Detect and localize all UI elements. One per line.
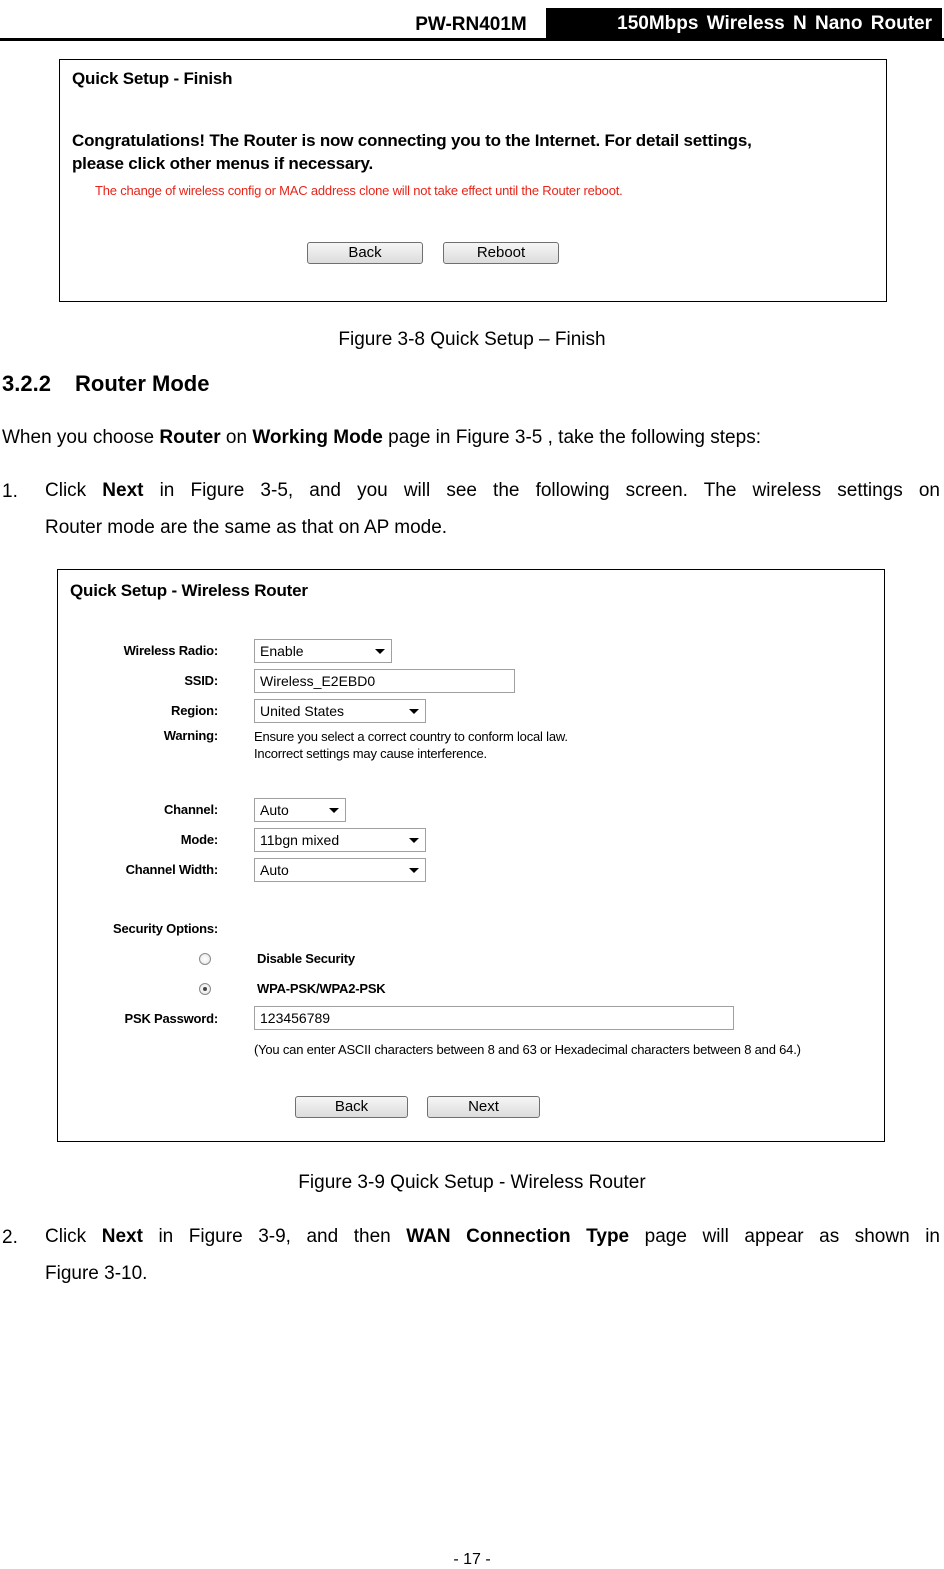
- wireless-radio-label: Wireless Radio:: [123, 643, 218, 658]
- psk-password-note: (You can enter ASCII characters between 8 and 63 or Hexadecimal characters between 8 and 64.): [254, 1042, 801, 1057]
- channel-width-value: Auto: [260, 862, 289, 878]
- step1-line2: Router mode are the same as that on AP mode.: [45, 517, 448, 538]
- chevron-down-icon: [409, 838, 419, 843]
- figure-caption-3-9: Figure 3-9 Quick Setup - Wireless Router: [298, 1172, 646, 1193]
- region-select[interactable]: [254, 699, 426, 723]
- finish-congrats-line2: please click other menus if necessary.: [72, 154, 374, 173]
- intro-text-3: page in Figure 3-5 , take the following steps:: [382, 427, 761, 448]
- next-button[interactable]: Next: [427, 1096, 540, 1118]
- region-value: United States: [260, 703, 345, 719]
- channel-label: Channel:: [163, 802, 218, 817]
- ssid-label: SSID:: [184, 673, 218, 688]
- radio-selected-dot: [203, 987, 207, 991]
- wireless-radio-value: Enable: [260, 643, 304, 659]
- chevron-down-icon: [409, 868, 419, 873]
- finish-title: Quick Setup - Finish: [72, 69, 233, 88]
- header-model: PW-RN401M: [415, 14, 527, 35]
- warning-line1: Ensure you select a correct country to conform local law.: [254, 729, 568, 744]
- header-title: 150Mbps Wireless N Nano Router: [546, 8, 942, 39]
- section-number: 3.2.2: [2, 371, 51, 396]
- step2-number: 2.: [2, 1227, 18, 1248]
- intro-router: Router: [159, 427, 221, 448]
- disable-security-label: Disable Security: [257, 951, 355, 966]
- chevron-down-icon: [329, 808, 339, 813]
- ssid-input[interactable]: Wireless_E2EBD0: [254, 669, 515, 693]
- intro-paragraph: [2, 427, 761, 449]
- step2-wan-connection-type: WAN Connection Type: [406, 1226, 630, 1247]
- warning-label: Warning:: [163, 728, 218, 743]
- step2-text-2: in Figure 3-9, and then: [142, 1226, 407, 1247]
- figure-caption-3-8: Figure 3-8 Quick Setup – Finish: [338, 329, 606, 350]
- section-title: Router Mode: [75, 371, 210, 396]
- channel-value: Auto: [260, 802, 289, 818]
- channel-width-select[interactable]: [254, 858, 426, 882]
- mode-select[interactable]: [254, 828, 426, 852]
- chevron-down-icon: [409, 709, 419, 714]
- region-label: Region:: [171, 703, 218, 718]
- security-options-label: Security Options:: [113, 921, 218, 936]
- intro-text-1: When you choose: [2, 427, 160, 448]
- mode-value: 11bgn mixed: [260, 832, 340, 848]
- step1-text-1: Click: [45, 480, 103, 501]
- chevron-down-icon: [375, 649, 385, 654]
- step2-text-1: Click: [45, 1226, 102, 1247]
- reboot-button[interactable]: Reboot: [443, 242, 559, 264]
- intro-text-2: on: [220, 427, 253, 448]
- step2-text-3: page will appear as shown in: [629, 1226, 941, 1247]
- psk-password-label: PSK Password:: [124, 1011, 218, 1026]
- back-button[interactable]: Back: [307, 242, 423, 264]
- step1-number: 1.: [2, 481, 18, 502]
- figure-quick-setup-finish: [59, 59, 887, 302]
- finish-congrats-line1: Congratulations! The Router is now connecting you to the Internet. For detail settings,: [72, 131, 752, 150]
- channel-width-label: Channel Width:: [125, 862, 218, 877]
- warning-line2: Incorrect settings may cause interference.: [254, 746, 487, 761]
- step1-next: Next: [102, 480, 144, 501]
- page-number: - 17 -: [453, 1551, 491, 1568]
- wpa-psk-radio[interactable]: [199, 983, 211, 995]
- psk-password-input[interactable]: 123456789: [254, 1006, 734, 1030]
- wpa-psk-label: WPA-PSK/WPA2-PSK: [257, 981, 386, 996]
- step2-text: [45, 1218, 940, 1292]
- intro-working-mode: Working Mode: [252, 427, 383, 448]
- wireless-radio-select[interactable]: [254, 639, 392, 663]
- header-rule: [0, 38, 944, 41]
- figure-quick-setup-wireless-router: [57, 569, 885, 1142]
- wireless-router-title: Quick Setup - Wireless Router: [70, 581, 308, 600]
- step2-line2: Figure 3-10.: [45, 1263, 148, 1284]
- disable-security-radio[interactable]: [199, 953, 211, 965]
- step2-next: Next: [101, 1226, 143, 1247]
- step1-text: [45, 472, 940, 546]
- channel-select[interactable]: [254, 798, 346, 822]
- mode-label: Mode:: [180, 832, 218, 847]
- back-button[interactable]: Back: [295, 1096, 408, 1118]
- step1-text-2: in Figure 3-5, and you will see the following screen. The wireless settings on: [143, 480, 940, 501]
- finish-reboot-warning: The change of wireless config or MAC address clone will not take effect until the Router reboot.: [95, 183, 623, 198]
